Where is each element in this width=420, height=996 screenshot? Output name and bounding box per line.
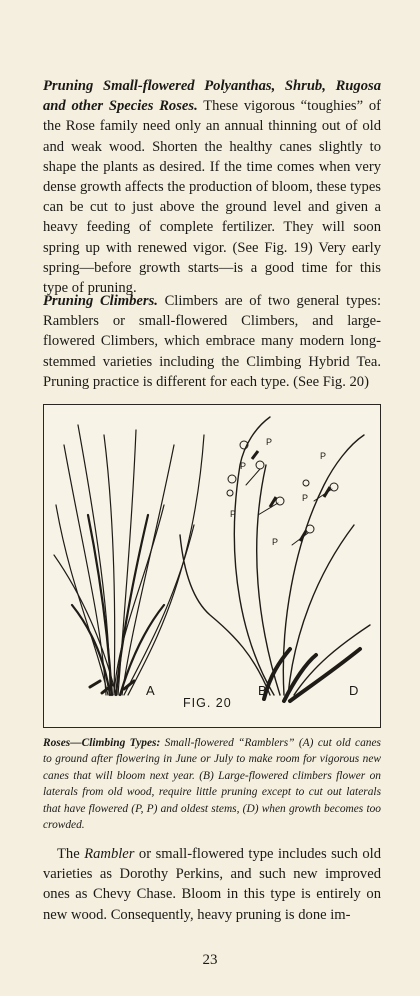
figure-number: FIG. 20 bbox=[183, 696, 232, 710]
paragraph-rambler bbox=[43, 844, 381, 925]
prune-marker-p: P bbox=[266, 437, 273, 447]
paragraph-italic-term: Rambler bbox=[84, 846, 135, 862]
paragraph-text: or small-flowered type includes such old varieties as Dorothy Perkins, and such new improved ones as Chevy Chase. Bloom in this type is entirely on new wood. Consequently, heavy pruning is done im- bbox=[43, 846, 382, 923]
prune-marker-p: P bbox=[240, 461, 247, 471]
rose-canes-drawing bbox=[44, 405, 382, 729]
rambler-old-canes bbox=[72, 515, 164, 695]
figure-label-b: B bbox=[258, 683, 267, 698]
paragraph-heading: Pruning Climbers. bbox=[43, 293, 158, 309]
paragraph-heading: Pruning Small-flowered Polyanthas, Shrub, Rugosa and other Species Roses. bbox=[43, 78, 381, 115]
page-number: 23 bbox=[202, 952, 218, 968]
rambler-canes bbox=[54, 425, 204, 695]
prune-marker-p: P bbox=[230, 509, 237, 519]
prune-marker-p: P bbox=[272, 537, 279, 547]
prune-marker-p: P bbox=[320, 451, 327, 461]
figure-label-a: A bbox=[146, 683, 155, 698]
paragraph-text: The bbox=[57, 846, 85, 862]
figure-caption bbox=[43, 735, 381, 833]
caption-heading: Roses—Climbing Types: bbox=[43, 737, 161, 749]
paragraph-pruning-polyanthas bbox=[43, 76, 381, 298]
caption-body: Small-flowered “Ramblers” (A) cut old canes to ground after flowering in June or July to make room for vigorous new canes that will bloom next year. (B) Large-flowered climbers flower on laterals from old wood, require little pruning except to cut out laterals that have flowered (P, P) and oldest stems, (D) when growth becomes too crowded. bbox=[43, 737, 381, 832]
figure-20-illustration bbox=[43, 404, 381, 728]
climber-old-stems bbox=[264, 649, 360, 701]
paragraph-body: Climbers are of two general types: Ramblers or small-flowered Climbers, and large-flowered Climbers, which embrace many modern long-stemmed varieties including the Climbing Hybrid Tea. Pruning practice is different for each type. (See Fig. 20) bbox=[43, 293, 381, 390]
figure-label-d: D bbox=[349, 683, 359, 698]
paragraph-pruning-climbers bbox=[43, 291, 381, 392]
climber-canes bbox=[180, 417, 370, 695]
prune-marker-p: P bbox=[302, 493, 309, 503]
paragraph-body: These vigorous “toughies” of the Rose family need only an annual thinning out of old and weak wood. Shorten the healthy canes slightly to shape the plants as desired. If the time comes when very dense growth affects the production of bloom, these types can be cut to just above the ground level and given a heavy feeding of complete fertilizer. They will soon spring up with renewed vigor. (See Fig. 19) Very early spring—before growth starts—is a good time for this type of pruning. bbox=[43, 98, 381, 297]
